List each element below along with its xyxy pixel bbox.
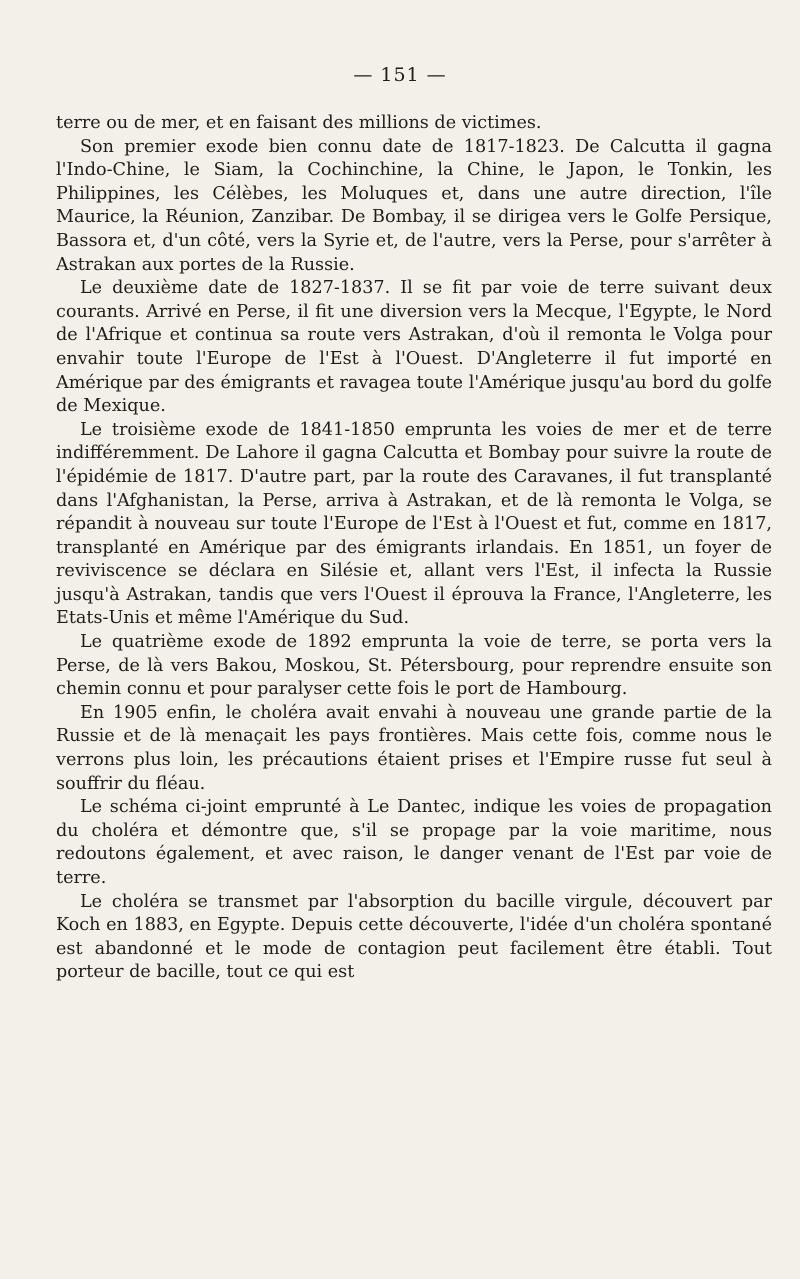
paragraph-schema: Le schéma ci-joint emprunté à Le Dantec, indique les voies de propagation du choléra et démontre que, s'il se propage par la voie maritime, nous redoutons également, et avec raison, le danger venant de l'Est par voie de terre. <box>56 797 772 888</box>
paragraph-transmission: Le choléra se transmet par l'absorption du bacille virgule, découvert par Koch en 1883, en Egypte. Depuis cette découverte, l'idée d'un choléra spontané est abandonné et le mode de contagion peut facilement être établi. Tout porteur de bacille, tout ce qui est <box>56 891 772 983</box>
paragraph-1905: En 1905 enfin, le choléra avait envahi à nouveau une grande partie de la Russie et de là menaçait les pays frontières. Mais cette fois, comme nous le verrons plus loin, les précautions étaient prises et l'Empire russe fut seul à souffrir du fléau. <box>56 702 772 794</box>
paragraph-second-exode: Le deuxième date de 1827-1837. Il se fit par voie de terre suivant deux courants. Arrivé en Perse, il fit une diversion vers la Mecque, l'Egypte, le Nord de l'Afrique et continua sa route vers Astrakan, d'où il remonta le Volga pour envahir toute l'Europe de l'Est à l'Ouest. D'Angleterre il fut importé en Amérique par des émigrants et ravagea toute l'Amérique jusqu'au bord du golfe de Mexique. <box>56 278 772 417</box>
page-number: — 151 — <box>353 64 447 86</box>
paragraph-continuation: terre ou de mer, et en faisant des millions de victimes. <box>56 113 542 133</box>
paragraph-fourth-exode: Le quatrième exode de 1892 emprunta la voie de terre, se porta vers la Perse, de là vers Bakou, Moskou, St. Pétersbourg, pour reprendre ensuite son chemin connu et pour paralyser cette fois le port de Hambourg. <box>56 632 772 700</box>
paragraph-first-exode: Son premier exode bien connu date de 1817-1823. De Calcutta il gagna l'Indo-Chine, le Siam, la Cochinchine, la Chine, le Japon, le Tonkin, les Philippines, les Célèbes, les Moluques et, dans une autre direction, l'île Maurice, la Réunion, Zanzibar. De Bombay, il se dirigea vers le Golfe Persique, Bassora et, d'un côté, vers la Syrie et, de l'autre, vers la Perse, pour s'arrêter à Astrakan aux portes de la Russie. <box>56 136 772 275</box>
body-text <box>56 112 772 985</box>
paragraph-third-exode: Le troisième exode de 1841-1850 emprunta les voies de mer et de terre indifféremment. De Lahore il gagna Calcutta et Bombay pour suivre la route de l'épidémie de 1817. D'autre part, par la route des Caravanes, il fut transplanté dans l'Afghanistan, la Perse, arriva à Astrakan, et de là remonta le Volga, se répandit à nouveau sur toute l'Europe de l'Est à l'Ouest et fut, comme en 1817, transplanté en Amérique par des émigrants irlandais. En 1851, un foyer de reviviscence se déclara en Silésie et, allant vers l'Est, il infecta la Russie jusqu'à Astrakan, tandis que vers l'Ouest il éprouva la France, l'Angleterre, les Etats-Unis et même l'Amérique du Sud. <box>56 419 772 629</box>
